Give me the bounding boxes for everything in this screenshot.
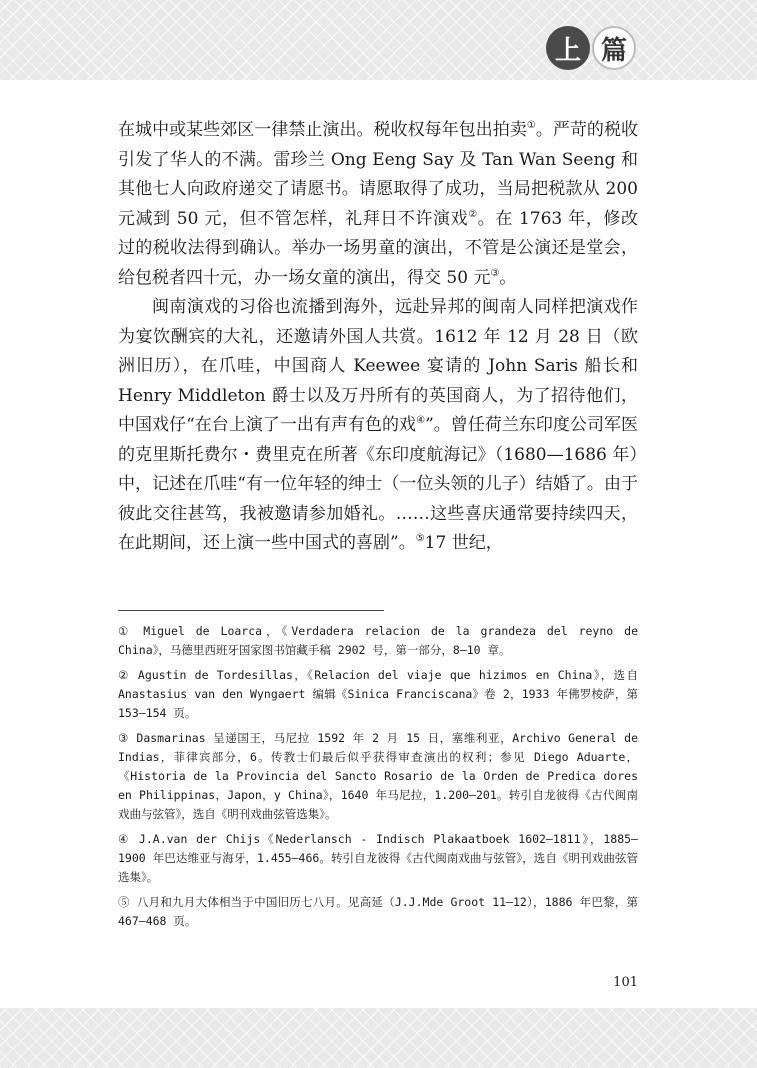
footnote-ref-3[interactable]: ③ — [490, 267, 500, 279]
footnote-5: ⑤ 八月和九月大体相当于中国旧历七八月。见高延（J.J.Mde Groot 11—12），1886 年巴黎，第 467—468 页。 — [118, 895, 638, 928]
header-pattern-band — [0, 0, 757, 80]
footnote-ref-5[interactable]: ⑤ — [415, 533, 425, 544]
section-badge-pian: 篇 — [592, 26, 636, 70]
footnote-1: ① Miguel de Loarca，《Verdadera relacion de la grandeza del reyno de China》，马德里西班牙国家图书馆藏手稿 2902 号，第一部分，8—10 章。 — [118, 624, 638, 657]
paragraph-2 — [118, 293, 638, 559]
paragraph-1 — [118, 116, 638, 293]
paragraph-2-part-3: 17 世纪， — [424, 533, 503, 553]
paragraph-2-part-1: 闽南演戏的习俗也流播到海外，远赴异邦的闽南人同样把演戏作为宴饮酬宾的大礼，还邀请外国人共赏。1612 年 12 月 28 日（欧洲旧历），在爪哇，中国商人 Keewee 宴请的 John Saris 船长和 Henry Middleton 爵士以及万丹所有的英国商人，为了招待他们，中国戏仔“在台上演了一出有声有色的戏 — [118, 297, 638, 435]
paragraph-1-part-2: 。严苛的税收引发了华人的不满。雷珍兰 Ong Eeng Say 及 Tan Wan Seeng 和其他七人向政府递交了请愿书。请愿取得了成功，当局把税款从 200 元减到 50 元，但不管怎样，礼拜日不许演戏 — [118, 120, 639, 229]
paragraph-2-part-2: ”。曾任荷兰东印度公司军医的克里斯托费尔・费里克在所著《东印度航海记》（1680—1686 年）中，记述在爪哇“有一位年轻的绅士（一位头领的儿子）结婚了。由于彼此交往甚笃，我被邀请参加婚礼。……这些喜庆通常要持续四天，在此期间，还上演一些中国式的喜剧”。 — [118, 415, 638, 553]
main-text — [118, 116, 638, 559]
footer-pattern-band — [0, 1008, 757, 1068]
footnote-3: ③ Dasmarinas 呈递国王，马尼拉 1592 年 2 月 15 日，塞维利亚，Archivo General de Indias，菲律宾部分，6。传教士们最后似乎获得审查演出的权利；参见 Diego Aduarte，《Historia de la Provincia del Sancto Rosario de la Orden de Predica dores en Philippinas，Japon，y China》，1640 年马尼拉，1.200—201。转引自龙彼得《古代闽南戏曲与弦管》，选自《明刊戏曲弦管选集》。 — [118, 731, 638, 821]
footnotes — [118, 622, 638, 937]
paragraph-1-part-1: 在城中或某些郊区一律禁止演出。税收权每年包出拍卖 — [118, 120, 527, 140]
paragraph-1-part-4: 。 — [499, 267, 517, 288]
footnote-4: ④ J.A.van der Chijs《Nederlansch - Indisch Plakaatboek 1602—1811》，1885—1900 年巴达维亚与海牙，1.455—466。转引自龙彼得《古代闽南戏曲与弦管》，选自《明刊戏曲弦管选集》。 — [118, 832, 638, 884]
footnote-divider — [118, 610, 384, 611]
footnote-ref-2[interactable]: ② — [468, 208, 478, 220]
footnote-ref-4[interactable]: ④ — [416, 415, 426, 426]
section-badge-shang: 上 — [546, 26, 590, 70]
footnote-2: ② Agustin de Tordesillas，《Relacion del viaje que hizimos en China》，选自 Anastasius van den Wyngaert 编辑《Sinica Franciscana》卷 2，1933 年佛罗棱萨，第 153—154 页。 — [118, 668, 638, 720]
paragraph-1-part-3: 。在 1763 年，修改过的税收法得到确认。举办一场男童的演出，不管是公演还是堂会，给包税者四十元，办一场女童的演出，得交 50 元 — [118, 208, 638, 288]
page-number: 101 — [613, 975, 638, 990]
footnote-ref-1[interactable]: ① — [526, 120, 536, 131]
